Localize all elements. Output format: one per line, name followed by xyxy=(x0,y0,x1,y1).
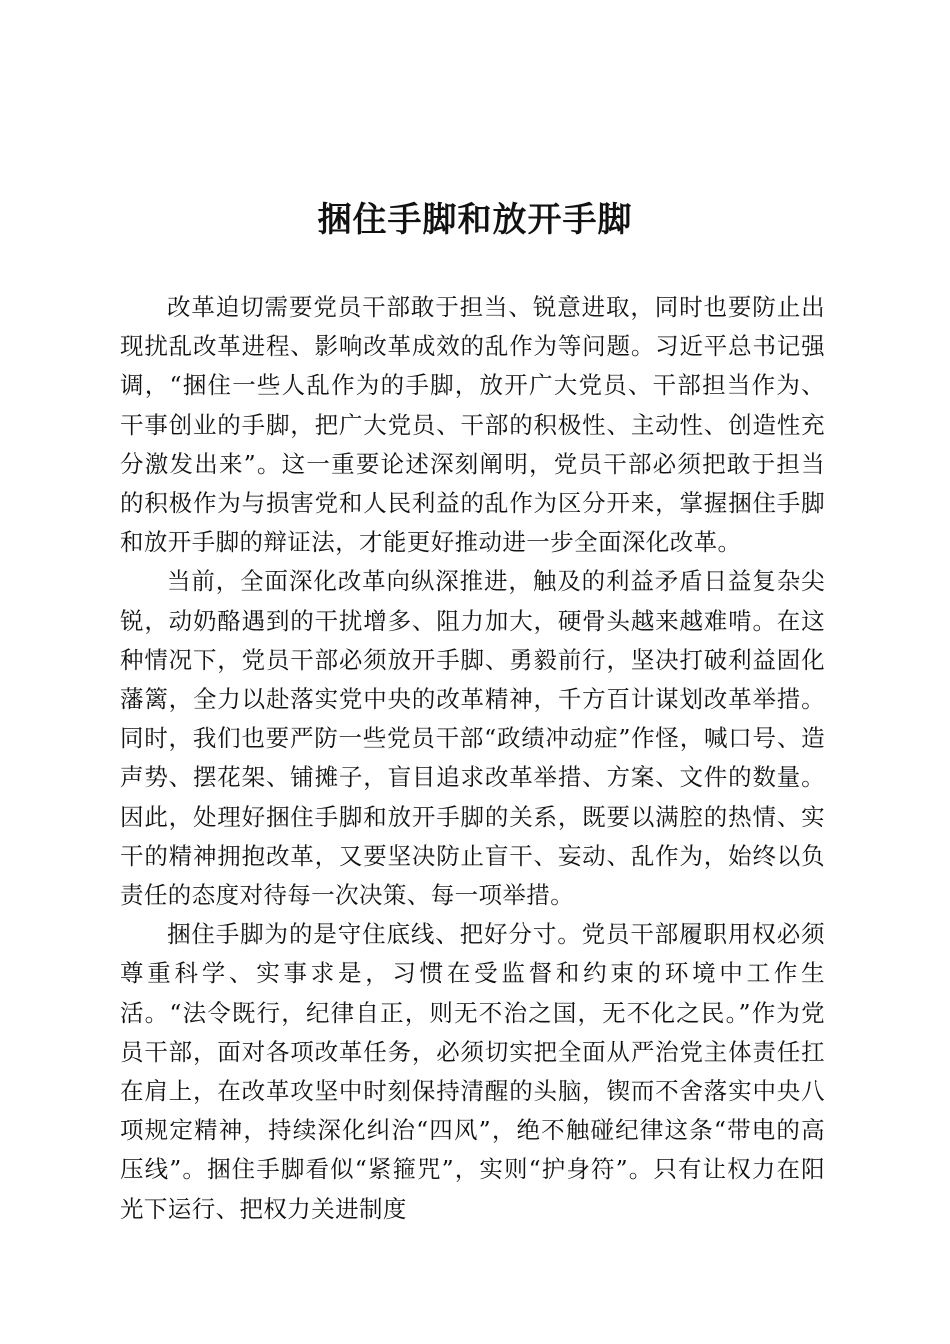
paragraph-3: 捆住手脚为的是守住底线、把好分寸。党员干部履职用权必须尊重科学、实事求是，习惯在受监督和约束的环境中工作生活。“法令既行，纪律自正，则无不治之国，无不化之民。”作为党员干部，面对各项改革任务，必须切实把全面从严治党主体责任扛在肩上，在改革攻坚中时刻保持清醒的头脑，锲而不舍落实中央八项规定精神，持续深化纠治“四风”，绝不触碰纪律这条“带电的高压线”。捆住手脚看似“紧箍咒”，实则“护身符”。只有让权力在阳光下运行、把权力关进制度 xyxy=(120,920,825,1223)
document-body xyxy=(120,288,825,1229)
document-title: 捆住手脚和放开手脚 xyxy=(317,200,633,240)
paragraph-2: 当前，全面深化改革向纵深推进，触及的利益矛盾日益复杂尖锐，动奶酪遇到的干扰增多、阻力加大，硬骨头越来越难啃。在这种情况下，党员干部必须放开手脚、勇毅前行，坚决打破利益固化藩篱，全力以赴落实党中央的改革精神，千方百计谋划改革举措。同时，我们也要严防一些党员干部“政绩冲动症”作怪，喊口号、造声势、摆花架、铺摊子，盲目追求改革举措、方案、文件的数量。因此，处理好捆住手脚和放开手脚的关系，既要以满腔的热情、实干的精神拥抱改革，又要坚决防止盲干、妄动、乱作为，始终以负责任的态度对待每一次决策、每一项举措。 xyxy=(120,567,825,910)
paragraph-1: 改革迫切需要党员干部敢于担当、锐意进取，同时也要防止出现扰乱改革进程、影响改革成效的乱作为等问题。习近平总书记强调，“捆住一些人乱作为的手脚，放开广大党员、干部担当作为、干事创业的手脚，把广大党员、干部的积极性、主动性、创造性充分激发出来”。这一重要论述深刻阐明，党员干部必须把敢于担当的积极作为与损害党和人民利益的乱作为区分开来，掌握捆住手脚和放开手脚的辩证法，才能更好推动进一步全面深化改革。 xyxy=(120,293,825,557)
